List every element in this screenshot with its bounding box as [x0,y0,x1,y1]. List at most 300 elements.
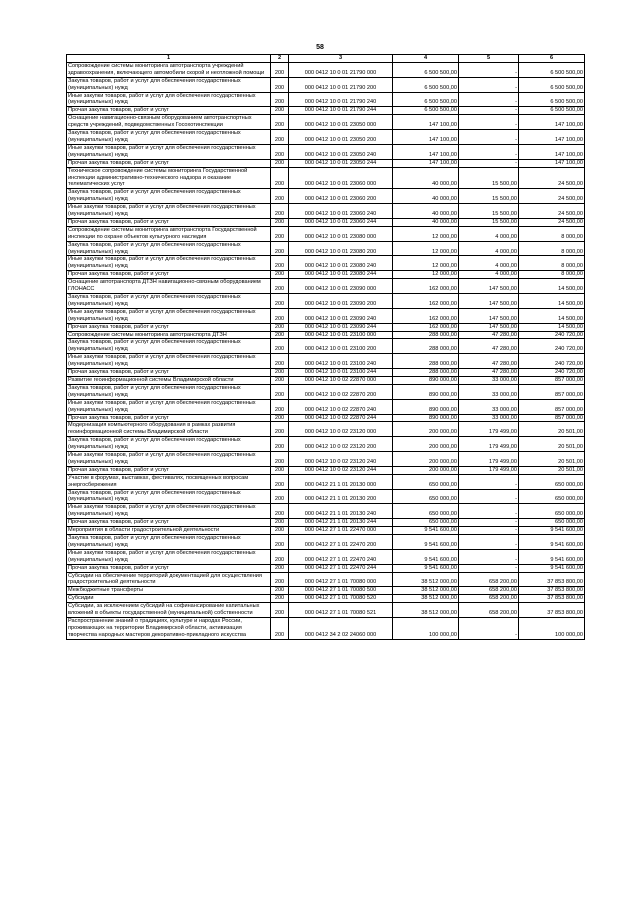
row-budget-code-cell: 000 0412 10 0 01 23090 200 [289,294,393,309]
row-unexecuted-cell: 14 500,00 [519,294,585,309]
table-row [67,62,585,77]
row-line-code-cell: 200 [271,617,289,639]
row-executed-cell: 4 000,00 [459,271,519,279]
row-line-code-cell: 200 [271,474,289,489]
row-line-code-cell: 200 [271,226,289,241]
row-line-code-cell: 200 [271,519,289,527]
row-name-cell: Закупка товаров, работ и услуг для обеспечения государственных (муниципальных) нужд [67,130,271,145]
row-name-cell: Закупка товаров, работ и услуг для обеспечения государственных (муниципальных) нужд [67,489,271,504]
row-executed-cell: 658 200,00 [459,603,519,618]
table-row [67,369,585,377]
table-row [67,399,585,414]
table-row [67,572,585,587]
row-name-cell: Иные закупки товаров, работ и услуг для обеспечения государственных (муниципальных) нужд [67,549,271,564]
row-name-cell: Сопровождение системы мониторинга автотранспорта ДТЗН [67,331,271,339]
table-row [67,226,585,241]
row-unexecuted-cell: 9 541 600,00 [519,564,585,572]
row-unexecuted-cell: 37 853 800,00 [519,595,585,603]
row-executed-cell: 47 280,00 [459,339,519,354]
table-row [67,437,585,452]
table-row [67,92,585,107]
row-approved-cell: 6 500 500,00 [393,107,459,115]
table-row [67,466,585,474]
row-budget-code-cell: 000 0412 10 0 01 23090 244 [289,323,393,331]
row-executed-cell: - [459,107,519,115]
row-unexecuted-cell: 20 501,00 [519,466,585,474]
table-row [67,504,585,519]
table-row [67,376,585,384]
row-unexecuted-cell: 20 501,00 [519,437,585,452]
row-name-cell: Прочая закупка товаров, работ и услуг [67,466,271,474]
row-executed-cell: - [459,527,519,535]
row-unexecuted-cell: 24 500,00 [519,189,585,204]
row-executed-cell: 15 500,00 [459,167,519,189]
row-unexecuted-cell: 240 720,00 [519,331,585,339]
row-budget-code-cell: 000 0412 10 0 01 23080 000 [289,226,393,241]
column-header: 2 [271,55,289,63]
row-unexecuted-cell: 240 720,00 [519,354,585,369]
row-approved-cell: 890 000,00 [393,384,459,399]
row-approved-cell: 288 000,00 [393,369,459,377]
row-approved-cell: 9 541 600,00 [393,535,459,550]
row-name-cell: Распространение знаний о традициях, культуре и народах России, проживающих на территории Владимирской области, активизация творчества народных мастеров декоративно-прикладного искусства [67,617,271,639]
row-approved-cell: 890 000,00 [393,414,459,422]
row-approved-cell: 162 000,00 [393,323,459,331]
row-line-code-cell: 200 [271,549,289,564]
table-row [67,308,585,323]
row-unexecuted-cell: 6 500 500,00 [519,92,585,107]
row-approved-cell: 6 500 500,00 [393,77,459,92]
row-executed-cell: - [459,535,519,550]
row-line-code-cell: 200 [271,572,289,587]
table-row [67,271,585,279]
row-name-cell: Сопровождение системы мониторинга автотранспорта Государственной инспекции по охране объектов культурного наследия [67,226,271,241]
row-name-cell: Прочая закупка товаров, работ и услуг [67,323,271,331]
table-row [67,107,585,115]
row-name-cell: Прочая закупка товаров, работ и услуг [67,271,271,279]
row-approved-cell: 12 000,00 [393,226,459,241]
row-name-cell: Иные закупки товаров, работ и услуг для обеспечения государственных (муниципальных) нужд [67,256,271,271]
row-budget-code-cell: 000 0412 10 0 01 23050 200 [289,130,393,145]
row-name-cell: Закупка товаров, работ и услуг для обеспечения государственных (муниципальных) нужд [67,294,271,309]
row-approved-cell: 38 512 000,00 [393,572,459,587]
row-executed-cell: 15 500,00 [459,218,519,226]
row-executed-cell: - [459,617,519,639]
row-executed-cell: 33 000,00 [459,384,519,399]
row-unexecuted-cell: 20 501,00 [519,452,585,467]
row-budget-code-cell: 000 0412 10 0 01 23060 200 [289,189,393,204]
row-name-cell: Закупка товаров, работ и услуг для обеспечения государственных (муниципальных) нужд [67,189,271,204]
row-unexecuted-cell: 8 000,00 [519,241,585,256]
row-name-cell: Закупка товаров, работ и услуг для обеспечения государственных (муниципальных) нужд [67,77,271,92]
row-name-cell: Прочая закупка товаров, работ и услуг [67,564,271,572]
row-approved-cell: 38 512 000,00 [393,595,459,603]
column-header: 6 [519,55,585,63]
row-budget-code-cell: 000 0412 10 0 01 23100 240 [289,354,393,369]
row-budget-code-cell: 000 0412 10 0 01 23090 000 [289,279,393,294]
row-approved-cell: 162 000,00 [393,308,459,323]
row-budget-code-cell: 000 0412 10 0 01 23090 240 [289,308,393,323]
row-name-cell: Прочая закупка товаров, работ и услуг [67,414,271,422]
table-row [67,564,585,572]
row-name-cell: Закупка товаров, работ и услуг для обеспечения государственных (муниципальных) нужд [67,339,271,354]
row-executed-cell: - [459,115,519,130]
row-line-code-cell: 200 [271,144,289,159]
row-budget-code-cell: 000 0412 21 1 01 20130 240 [289,504,393,519]
row-budget-code-cell: 000 0412 10 0 02 23120 200 [289,437,393,452]
row-approved-cell: 200 000,00 [393,422,459,437]
row-line-code-cell: 200 [271,466,289,474]
row-line-code-cell: 200 [271,115,289,130]
row-unexecuted-cell: 14 500,00 [519,323,585,331]
row-executed-cell: 179 499,00 [459,466,519,474]
table-row [67,241,585,256]
row-line-code-cell: 200 [271,323,289,331]
table-row [67,204,585,219]
row-unexecuted-cell: 24 500,00 [519,167,585,189]
row-budget-code-cell: 000 0412 10 0 01 21790 240 [289,92,393,107]
row-executed-cell: 4 000,00 [459,241,519,256]
row-budget-code-cell: 000 0412 27 1 01 70080 000 [289,572,393,587]
table-row [67,77,585,92]
row-executed-cell: 47 280,00 [459,354,519,369]
row-unexecuted-cell: 147 100,00 [519,115,585,130]
row-executed-cell: 179 499,00 [459,452,519,467]
row-unexecuted-cell: 8 000,00 [519,271,585,279]
row-executed-cell: - [459,62,519,77]
table-row [67,384,585,399]
table-row [67,218,585,226]
row-budget-code-cell: 000 0412 10 0 02 22870 244 [289,414,393,422]
row-name-cell: Прочая закупка товаров, работ и услуг [67,218,271,226]
row-approved-cell: 40 000,00 [393,167,459,189]
table-row [67,617,585,639]
row-unexecuted-cell: 9 541 600,00 [519,549,585,564]
row-approved-cell: 12 000,00 [393,241,459,256]
row-budget-code-cell: 000 0412 34 2 02 24060 000 [289,617,393,639]
row-unexecuted-cell: 9 541 600,00 [519,527,585,535]
row-unexecuted-cell: 6 500 500,00 [519,107,585,115]
row-approved-cell: 147 100,00 [393,144,459,159]
table-row [67,587,585,595]
row-unexecuted-cell: 650 000,00 [519,504,585,519]
row-name-cell: Прочая закупка товаров, работ и услуг [67,107,271,115]
table-row [67,422,585,437]
row-budget-code-cell: 000 0412 10 0 02 23120 240 [289,452,393,467]
table-row [67,519,585,527]
row-budget-code-cell: 000 0412 10 0 02 22870 200 [289,384,393,399]
row-executed-cell: 147 500,00 [459,308,519,323]
budget-execution-table [66,54,585,640]
table-row [67,323,585,331]
row-line-code-cell: 200 [271,369,289,377]
row-name-cell: Сопровождение системы мониторинга автотранспорта учреждений здравоохранения, включающего автомобили скорой и неотложной помощи [67,62,271,77]
row-unexecuted-cell: 37 853 800,00 [519,603,585,618]
row-line-code-cell: 200 [271,294,289,309]
row-approved-cell: 162 000,00 [393,294,459,309]
row-executed-cell: 658 200,00 [459,572,519,587]
row-budget-code-cell: 000 0412 21 1 01 20130 000 [289,474,393,489]
row-executed-cell: 658 200,00 [459,595,519,603]
row-approved-cell: 288 000,00 [393,331,459,339]
row-budget-code-cell: 000 0412 10 0 01 23080 240 [289,256,393,271]
row-approved-cell: 162 000,00 [393,279,459,294]
row-line-code-cell: 200 [271,130,289,145]
row-unexecuted-cell: 37 853 800,00 [519,572,585,587]
row-executed-cell: - [459,564,519,572]
row-executed-cell: 179 499,00 [459,437,519,452]
row-line-code-cell: 200 [271,437,289,452]
row-line-code-cell: 200 [271,527,289,535]
row-line-code-cell: 200 [271,354,289,369]
row-budget-code-cell: 000 0412 10 0 01 23060 000 [289,167,393,189]
row-name-cell: Прочая закупка товаров, работ и услуг [67,519,271,527]
row-name-cell: Закупка товаров, работ и услуг для обеспечения государственных (муниципальных) нужд [67,384,271,399]
row-name-cell: Иные закупки товаров, работ и услуг для обеспечения государственных (муниципальных) нужд [67,92,271,107]
table-row [67,527,585,535]
row-approved-cell: 890 000,00 [393,399,459,414]
row-approved-cell: 650 000,00 [393,489,459,504]
table-row [67,256,585,271]
row-approved-cell: 40 000,00 [393,189,459,204]
row-executed-cell: - [459,474,519,489]
table-row [67,144,585,159]
row-name-cell: Оснащение навигационно-связным оборудованием автотранспортных средств учреждений, подведомственных Госохотинспекции [67,115,271,130]
row-executed-cell: - [459,92,519,107]
row-executed-cell: 33 000,00 [459,399,519,414]
table-row [67,339,585,354]
row-unexecuted-cell: 650 000,00 [519,474,585,489]
row-approved-cell: 288 000,00 [393,354,459,369]
row-approved-cell: 147 100,00 [393,115,459,130]
row-line-code-cell: 200 [271,308,289,323]
table-row [67,167,585,189]
column-number-row [67,55,585,63]
row-executed-cell: 33 000,00 [459,376,519,384]
row-unexecuted-cell: 8 000,00 [519,226,585,241]
row-executed-cell: 15 500,00 [459,189,519,204]
row-name-cell: Иные закупки товаров, работ и услуг для обеспечения государственных (муниципальных) нужд [67,504,271,519]
row-budget-code-cell: 000 0412 21 1 01 20130 200 [289,489,393,504]
row-name-cell: Иные закупки товаров, работ и услуг для обеспечения государственных (муниципальных) нужд [67,354,271,369]
row-budget-code-cell: 000 0412 27 1 01 70080 520 [289,595,393,603]
row-unexecuted-cell: 857 000,00 [519,414,585,422]
table-row [67,279,585,294]
row-executed-cell: - [459,144,519,159]
table-row [67,549,585,564]
row-name-cell: Прочая закупка товаров, работ и услуг [67,159,271,167]
row-budget-code-cell: 000 0412 27 1 01 70080 500 [289,587,393,595]
row-budget-code-cell: 000 0412 10 0 02 23120 000 [289,422,393,437]
row-name-cell: Мероприятия в области градостроительной деятельности [67,527,271,535]
row-executed-cell: 4 000,00 [459,256,519,271]
row-budget-code-cell: 000 0412 10 0 01 23100 000 [289,331,393,339]
table-row [67,603,585,618]
row-executed-cell: 47 280,00 [459,331,519,339]
row-approved-cell: 9 541 600,00 [393,527,459,535]
row-name-cell: Субсидии на обеспечение территорий документацией для осуществления градостроительной деятельности [67,572,271,587]
row-budget-code-cell: 000 0412 10 0 01 23080 244 [289,271,393,279]
row-name-cell: Иные закупки товаров, работ и услуг для обеспечения государственных (муниципальных) нужд [67,204,271,219]
row-executed-cell: 658 200,00 [459,587,519,595]
row-budget-code-cell: 000 0412 27 1 01 70080 521 [289,603,393,618]
row-approved-cell: 200 000,00 [393,452,459,467]
row-line-code-cell: 200 [271,204,289,219]
row-executed-cell: - [459,519,519,527]
row-budget-code-cell: 000 0412 27 1 01 22470 240 [289,549,393,564]
row-budget-code-cell: 000 0412 10 0 01 23060 240 [289,204,393,219]
row-unexecuted-cell: 240 720,00 [519,369,585,377]
row-approved-cell: 38 512 000,00 [393,587,459,595]
row-budget-code-cell: 000 0412 27 1 01 22470 000 [289,527,393,535]
row-unexecuted-cell: 6 500 500,00 [519,77,585,92]
table-row [67,115,585,130]
row-line-code-cell: 200 [271,595,289,603]
row-executed-cell: - [459,159,519,167]
row-line-code-cell: 200 [271,452,289,467]
row-executed-cell: - [459,549,519,564]
table-row [67,189,585,204]
row-budget-code-cell: 000 0412 10 0 01 23080 200 [289,241,393,256]
row-budget-code-cell: 000 0412 10 0 02 22870 240 [289,399,393,414]
row-name-cell: Развитие геоинформационной системы Владимирской области [67,376,271,384]
row-executed-cell: - [459,130,519,145]
column-header: 1 [67,55,271,63]
table-row [67,452,585,467]
row-executed-cell: 47 280,00 [459,369,519,377]
row-unexecuted-cell: 6 500 500,00 [519,62,585,77]
table-row [67,331,585,339]
row-line-code-cell: 200 [271,62,289,77]
row-line-code-cell: 200 [271,279,289,294]
row-unexecuted-cell: 857 000,00 [519,399,585,414]
row-name-cell: Иные закупки товаров, работ и услуг для обеспечения государственных (муниципальных) нужд [67,452,271,467]
row-approved-cell: 650 000,00 [393,474,459,489]
row-executed-cell: 147 500,00 [459,279,519,294]
row-line-code-cell: 200 [271,167,289,189]
row-line-code-cell: 200 [271,422,289,437]
row-name-cell: Модернизация компьютерного оборудования в рамках развития геоинформационной системы Владимирской области [67,422,271,437]
row-approved-cell: 890 000,00 [393,376,459,384]
table-row [67,354,585,369]
row-line-code-cell: 200 [271,414,289,422]
row-budget-code-cell: 000 0412 10 0 02 22870 000 [289,376,393,384]
row-name-cell: Субсидии, за исключением субсидий на софинансирование капитальных вложений в объекты государственной (муниципальной) собственности [67,603,271,618]
row-name-cell: Иные закупки товаров, работ и услуг для обеспечения государственных (муниципальных) нужд [67,308,271,323]
row-unexecuted-cell: 650 000,00 [519,519,585,527]
table-row [67,159,585,167]
table-row [67,130,585,145]
row-unexecuted-cell: 650 000,00 [519,489,585,504]
row-approved-cell: 650 000,00 [393,519,459,527]
column-header: 3 [289,55,393,63]
row-executed-cell: 147 500,00 [459,294,519,309]
table-row [67,294,585,309]
row-budget-code-cell: 000 0412 10 0 01 21790 000 [289,62,393,77]
row-budget-code-cell: 000 0412 10 0 01 23100 244 [289,369,393,377]
table-row [67,595,585,603]
row-budget-code-cell: 000 0412 27 1 01 22470 244 [289,564,393,572]
row-approved-cell: 200 000,00 [393,466,459,474]
page-number: 58 [316,44,324,51]
row-approved-cell: 147 100,00 [393,159,459,167]
row-executed-cell: 15 500,00 [459,204,519,219]
row-line-code-cell: 200 [271,384,289,399]
row-line-code-cell: 200 [271,489,289,504]
row-name-cell: Оснащение автотранспорта ДТЗН навигационно-связным оборудованием ГЛОНАСС [67,279,271,294]
row-executed-cell: - [459,504,519,519]
row-budget-code-cell: 000 0412 10 0 02 23120 244 [289,466,393,474]
row-executed-cell: - [459,77,519,92]
row-budget-code-cell: 000 0412 21 1 01 20130 244 [289,519,393,527]
row-name-cell: Межбюджетные трансферты [67,587,271,595]
row-executed-cell: 147 500,00 [459,323,519,331]
row-approved-cell: 650 000,00 [393,504,459,519]
row-budget-code-cell: 000 0412 10 0 01 21790 200 [289,77,393,92]
row-executed-cell: 33 000,00 [459,414,519,422]
row-unexecuted-cell: 147 100,00 [519,159,585,167]
row-name-cell: Субсидии [67,595,271,603]
row-approved-cell: 12 000,00 [393,256,459,271]
row-line-code-cell: 200 [271,399,289,414]
row-executed-cell: 179 499,00 [459,422,519,437]
row-line-code-cell: 200 [271,587,289,595]
row-approved-cell: 6 500 500,00 [393,92,459,107]
row-executed-cell: - [459,489,519,504]
row-budget-code-cell: 000 0412 10 0 01 23050 240 [289,144,393,159]
row-unexecuted-cell: 147 100,00 [519,130,585,145]
row-name-cell: Прочая закупка товаров, работ и услуг [67,369,271,377]
row-name-cell: Участие в форумах, выставках, фестивалях, посвященных вопросам энергосбережения [67,474,271,489]
row-line-code-cell: 200 [271,603,289,618]
table-row [67,489,585,504]
row-approved-cell: 6 500 500,00 [393,62,459,77]
table-row [67,535,585,550]
row-budget-code-cell: 000 0412 10 0 01 23050 244 [289,159,393,167]
row-unexecuted-cell: 240 720,00 [519,339,585,354]
row-line-code-cell: 200 [271,159,289,167]
row-approved-cell: 9 541 600,00 [393,564,459,572]
row-unexecuted-cell: 857 000,00 [519,384,585,399]
row-budget-code-cell: 000 0412 10 0 01 23060 244 [289,218,393,226]
row-approved-cell: 12 000,00 [393,271,459,279]
row-approved-cell: 40 000,00 [393,218,459,226]
row-unexecuted-cell: 37 853 800,00 [519,587,585,595]
row-line-code-cell: 200 [271,331,289,339]
row-name-cell: Закупка товаров, работ и услуг для обеспечения государственных (муниципальных) нужд [67,535,271,550]
row-line-code-cell: 200 [271,564,289,572]
row-budget-code-cell: 000 0412 10 0 01 23050 000 [289,115,393,130]
row-unexecuted-cell: 147 100,00 [519,144,585,159]
row-name-cell: Техническое сопровождение системы мониторинга Государственной инспекции административно-технического надзора и оказание телематических услуг [67,167,271,189]
row-approved-cell: 100 000,00 [393,617,459,639]
row-approved-cell: 288 000,00 [393,339,459,354]
row-approved-cell: 147 100,00 [393,130,459,145]
row-budget-code-cell: 000 0412 27 1 01 22470 200 [289,535,393,550]
row-name-cell: Иные закупки товаров, работ и услуг для обеспечения государственных (муниципальных) нужд [67,399,271,414]
table-row [67,474,585,489]
row-unexecuted-cell: 8 000,00 [519,256,585,271]
row-executed-cell: 4 000,00 [459,226,519,241]
row-line-code-cell: 200 [271,339,289,354]
row-approved-cell: 38 512 000,00 [393,603,459,618]
row-unexecuted-cell: 9 541 600,00 [519,535,585,550]
row-unexecuted-cell: 14 500,00 [519,279,585,294]
row-budget-code-cell: 000 0412 10 0 01 23100 200 [289,339,393,354]
row-approved-cell: 200 000,00 [393,437,459,452]
row-unexecuted-cell: 20 501,00 [519,422,585,437]
row-line-code-cell: 200 [271,535,289,550]
